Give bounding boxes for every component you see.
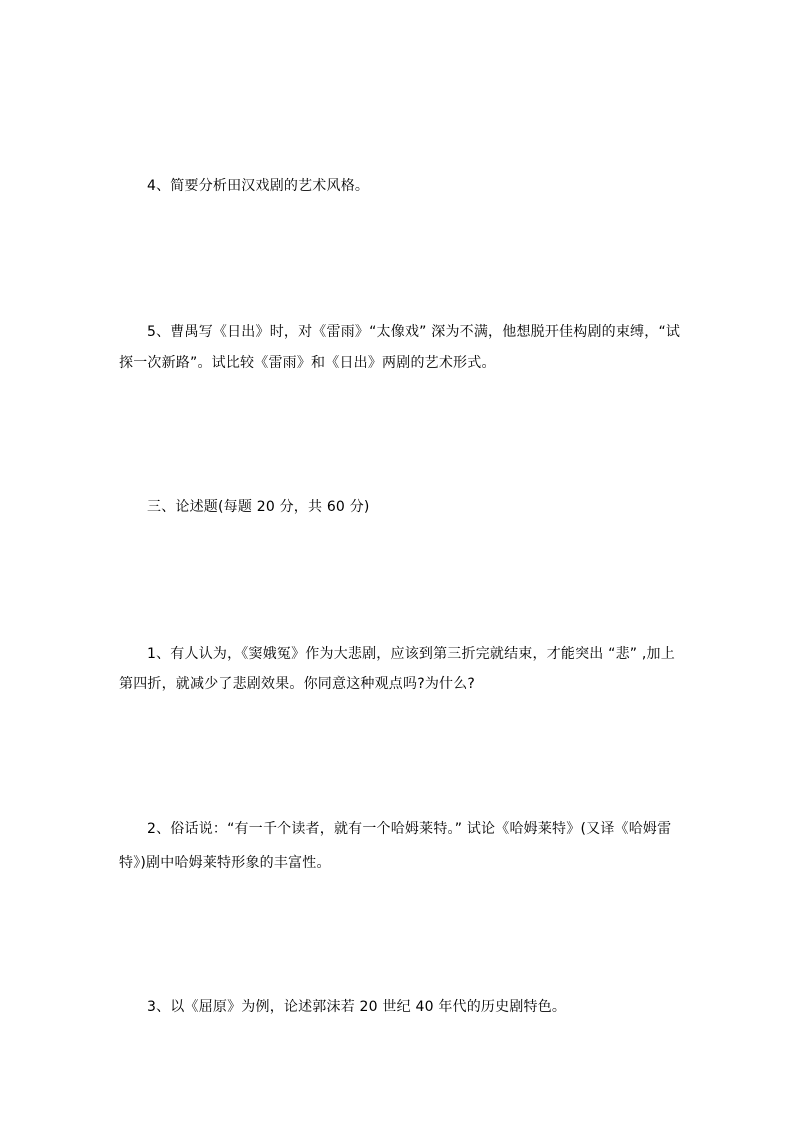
question-5-line-1: 5、曹禺写《日出》时，对《雷雨》“太像戏” 深为不满，他想脱开佳构剧的束缚，“试 — [147, 324, 681, 340]
question-4: 4、简要分析田汉戏剧的艺术风格。 — [147, 178, 370, 194]
essay-question-2-line-1: 2、俗话说：“有一千个读者，就有一个哈姆莱特。” 试论《哈姆莱特》(又译《哈姆雷 — [147, 821, 672, 837]
essay-question-1-line-1: 1、有人认为，《窦娥冤》作为大悲剧，应该到第三折完就结束，才能突出 “悲” ,加上 — [147, 646, 675, 662]
essay-question-1-line-2: 第四折，就减少了悲剧效果。你同意这种观点吗?为什么? — [119, 676, 476, 692]
essay-question-2-line-2: 特》)剧中哈姆莱特形象的丰富性。 — [119, 855, 331, 871]
section-3-heading: 三、论述题(每题 20 分，共 60 分) — [147, 499, 370, 515]
question-5-line-2: 探一次新路”。试比较《雷雨》和《日出》两剧的艺术形式。 — [119, 355, 496, 371]
essay-question-3: 3、以《屈原》为例，论述郭沫若 20 世纪 40 年代的历史剧特色。 — [147, 999, 567, 1015]
